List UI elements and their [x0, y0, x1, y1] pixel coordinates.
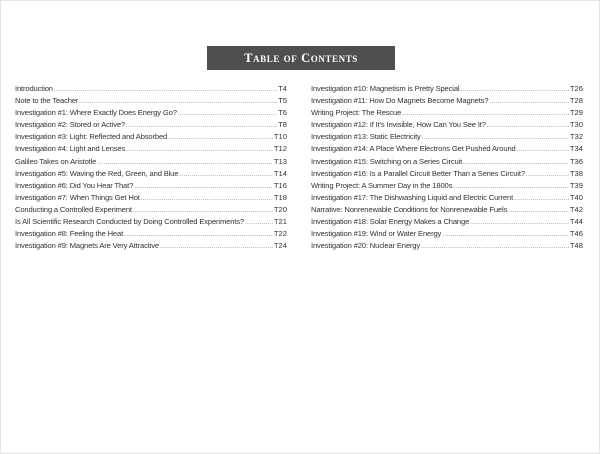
toc-entry [311, 216, 583, 228]
toc-entry-label: Investigation #15: Switching on a Series Circuit [311, 156, 463, 166]
toc-entry [311, 119, 583, 131]
toc-entry-label: Investigation #12: If It's Invisible, How Can You See It? [311, 120, 486, 130]
toc-entry-label: Investigation #11: How Do Magnets Become Magnets? [311, 96, 489, 106]
toc-entry-label: Writing Project: A Summer Day in the 1800s [311, 180, 453, 190]
toc-entry-label: Investigation #5: Waving the Red, Green, and Blue [15, 168, 179, 178]
toc-entry-page: T10 [273, 132, 287, 142]
toc-entry-page: T34 [569, 144, 583, 154]
toc-entry-page: T4 [278, 84, 287, 93]
toc-entry-label: Investigation #7: When Things Get Hot [15, 192, 140, 202]
toc-entry [15, 107, 287, 119]
dot-leader [489, 96, 569, 108]
toc-entry-page: T18 [273, 192, 287, 202]
dot-leader [517, 144, 569, 156]
toc-entry-page: T48 [569, 241, 583, 251]
toc-entry-page: T38 [569, 168, 583, 178]
toc-entry [15, 143, 287, 155]
toc-entry-label: Investigation #9: Magnets Are Very Attractive [15, 241, 159, 251]
toc-entry-page: T21 [273, 217, 287, 227]
toc-entry-page: T5 [278, 96, 287, 106]
toc-entry [311, 192, 583, 204]
dot-leader [421, 241, 569, 253]
toc-entry-label: Galileo Takes on Aristotle [15, 156, 97, 166]
toc-entry-label: Investigation #2: Stored or Active? [15, 120, 125, 130]
toc-entry-page: T16 [273, 180, 287, 190]
toc-entry-label: Introduction [15, 84, 53, 93]
toc-entry-label: Conducting a Controlled Experiment [15, 204, 132, 214]
toc-entry-label: Investigation #10: Magnetism is Pretty Special [311, 84, 460, 93]
toc-entry-page: T36 [569, 156, 583, 166]
toc-entry [15, 228, 287, 240]
toc-entry [311, 180, 583, 192]
dot-leader [470, 217, 569, 229]
toc-entry-label: Investigation #16: Is a Parallel Circuit Better Than a Series Circuit? [311, 168, 525, 178]
dot-leader [54, 84, 277, 96]
toc-entry-page: T24 [273, 241, 287, 251]
toc-entry-label: Investigation #1: Where Exactly Does Energy Go? [15, 108, 177, 118]
toc-entry-page: T39 [569, 180, 583, 190]
dot-leader [514, 193, 569, 205]
toc-entry [15, 131, 287, 143]
toc-entry [15, 192, 287, 204]
toc-entry-page: T46 [569, 229, 583, 239]
toc-entry-page: T6 [278, 108, 287, 118]
toc-entry [15, 83, 287, 95]
toc-entry [311, 204, 583, 216]
toc-entry [15, 204, 287, 216]
toc-entry-label: Investigation #18: Solar Energy Makes a Change [311, 217, 470, 227]
dot-leader [141, 193, 273, 205]
toc-entry [311, 95, 583, 107]
toc-entry-label: Note to the Teacher [15, 96, 79, 106]
dot-leader [245, 217, 273, 229]
toc-entry [311, 156, 583, 168]
toc-entry-label: Investigation #4: Light and Lenses [15, 144, 126, 154]
toc-entry [311, 168, 583, 180]
toc-entry-label: Investigation #19: Wind or Water Energy [311, 229, 442, 239]
toc-entry-page: T22 [273, 229, 287, 239]
toc-entry [311, 143, 583, 155]
toc-entry-label: Investigation #14: A Place Where Electrons Get Pushed Around [311, 144, 516, 154]
toc-entry [15, 168, 287, 180]
toc-entry [15, 119, 287, 131]
toc-entry-page: T40 [569, 192, 583, 202]
toc-entry-page: T30 [569, 120, 583, 130]
toc-entry-label: Narrative: Nonrenewable Conditions for Nonrenewable Fuels [311, 204, 508, 214]
toc-entry-label: Investigation #20: Nuclear Energy [311, 241, 421, 251]
dot-leader [134, 181, 273, 193]
toc-entry-page: T20 [273, 204, 287, 214]
page-title: Table of Contents [207, 46, 395, 70]
toc-entry-page: T12 [273, 144, 287, 154]
dot-leader [178, 108, 277, 120]
toc-entry [311, 228, 583, 240]
dot-leader [487, 120, 569, 132]
toc-entry [311, 83, 583, 95]
dot-leader [526, 169, 569, 181]
toc-entry [311, 107, 583, 119]
toc-entry-page: T42 [569, 204, 583, 214]
toc-entry [15, 216, 287, 228]
toc-entry-page: T14 [273, 168, 287, 178]
toc-entry-page: T13 [273, 156, 287, 166]
toc-entry-page: T44 [569, 217, 583, 227]
toc-entry-page: T29 [569, 108, 583, 118]
toc-entry-page: T32 [569, 132, 583, 142]
toc-entry [15, 240, 287, 252]
toc-entry [15, 95, 287, 107]
toc-column-left [15, 83, 287, 252]
toc-entry-label: Is All Scientific Research Conducted by Doing Controlled Experiments? [15, 217, 244, 227]
toc-entry-label: Investigation #6: Did You Hear That? [15, 180, 134, 190]
toc-entry [311, 240, 583, 252]
dot-leader [179, 169, 273, 181]
toc-entry [15, 180, 287, 192]
toc-column-right [311, 83, 583, 252]
toc-entry-label: Writing Project: The Rescue [311, 108, 402, 118]
dot-leader [168, 132, 273, 144]
toc-entry-label: Investigation #13: Static Electricity [311, 132, 421, 142]
dot-leader [508, 205, 569, 217]
dot-leader [160, 241, 273, 253]
dot-leader [126, 144, 273, 156]
toc-entry [311, 131, 583, 143]
toc-entry-page: T26 [569, 84, 583, 93]
toc-entry-label: Investigation #8: Feeling the Heat [15, 229, 124, 239]
dot-leader [442, 229, 569, 241]
toc-entry [15, 156, 287, 168]
toc-entry-label: Investigation #17: The Dishwashing Liquid and Electric Current [311, 192, 514, 202]
toc-entry-page: T28 [569, 96, 583, 106]
toc-entry-page: T8 [278, 120, 287, 130]
toc-entry-label: Investigation #3: Light: Reflected and Absorbed [15, 132, 168, 142]
